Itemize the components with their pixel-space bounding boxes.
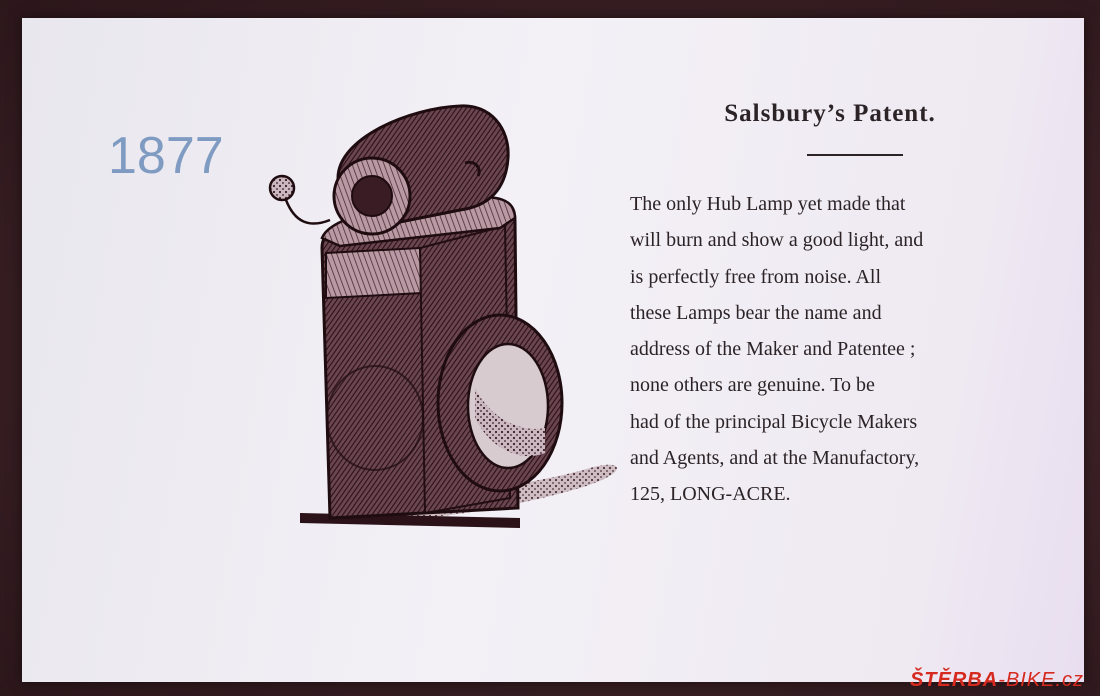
ad-line: will burn and show a good light, and — [630, 229, 924, 252]
ad-line: The only Hub Lamp yet made that — [630, 193, 906, 215]
slide — [22, 18, 1084, 682]
advertisement-title: Salsbury’s Patent. — [724, 100, 936, 127]
ad-line: had of the principal Bicycle Makers — [630, 410, 918, 433]
hub-lamp-illustration-icon — [260, 88, 630, 548]
watermark-brand: ŠTĚRBA — [909, 669, 999, 691]
ad-line: 125, LONG-ACRE. — [630, 483, 791, 506]
ad-line: is perfectly free from noise. All — [630, 265, 882, 288]
ad-line: address of the Maker and Patentee ; — [630, 338, 916, 361]
watermark-site: -BIKE.cz — [998, 669, 1084, 691]
advertisement — [630, 100, 1020, 513]
title-rule — [807, 154, 903, 156]
ad-line: none others are genuine. To be — [630, 374, 875, 397]
advertisement-body — [630, 186, 1020, 513]
ad-line: and Agents, and at the Manufactory, — [630, 447, 920, 470]
slide-year: 1877 — [108, 127, 224, 185]
ad-line: these Lamps bear the name and — [630, 301, 882, 324]
watermark — [910, 669, 1084, 692]
